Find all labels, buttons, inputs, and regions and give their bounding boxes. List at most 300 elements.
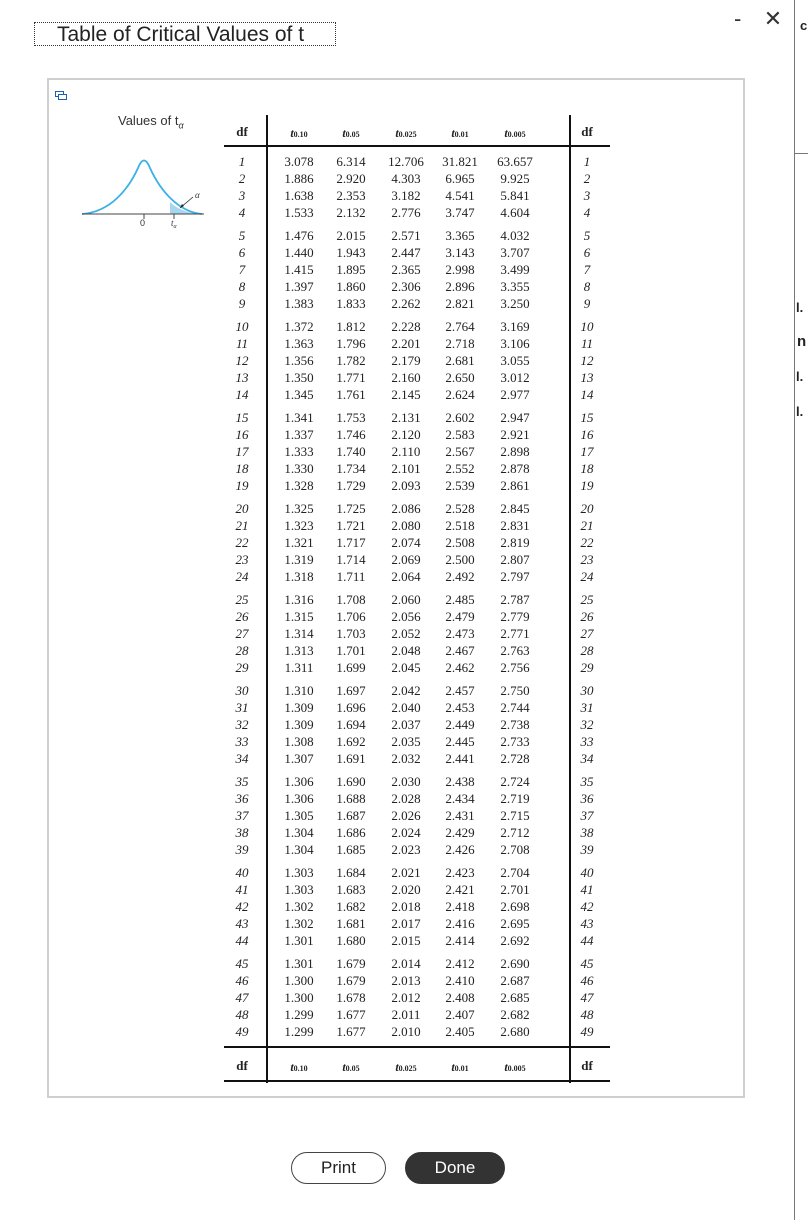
critical-value-cell: 1.313 [284,643,314,658]
critical-value-cell: 2.681 [445,353,475,368]
critical-value-cell: 1.363 [284,336,314,351]
zero-label: 0 [140,218,146,228]
critical-value-cell: 2.445 [445,734,475,749]
critical-value-cell: 3.182 [391,188,421,203]
critical-value-cell: 1.323 [284,518,314,533]
critical-value-cell: 2.017 [391,916,421,931]
critical-value-cell: 1.311 [284,660,314,675]
df-value: 24 [235,569,249,584]
table-row [224,733,610,750]
critical-value-cell: 2.724 [500,774,530,789]
df-value: 29 [235,660,249,675]
df-value-right: 4 [583,205,591,220]
critical-value-cell: 31.821 [442,154,478,169]
df-value: 31 [235,700,249,715]
critical-value-cell: 1.725 [336,501,366,516]
critical-value-cell: 2.416 [445,916,475,931]
table-row [224,955,610,972]
critical-value-cell: 2.160 [391,370,421,385]
critical-value-cell: 2.779 [500,609,530,624]
background-text-fragment: n [797,333,807,350]
table-row [224,551,610,568]
critical-value-cell: 2.021 [391,865,421,880]
critical-value-cell: 1.300 [284,973,314,988]
background-window-divider [795,153,808,154]
table-row [224,807,610,824]
critical-value-cell: 2.479 [445,609,475,624]
df-value-right: 39 [580,842,594,857]
df-value-right: 19 [580,478,594,493]
critical-value-cell: 1.684 [336,865,366,880]
table-row [224,750,610,767]
df-value-right: 21 [580,518,594,533]
critical-value-cell: 1.309 [284,717,314,732]
critical-value-cell: 2.473 [445,626,475,641]
df-value-right: 2 [583,171,591,186]
critical-value-cell: 2.624 [445,387,475,402]
critical-value-cell: 1.691 [336,751,366,766]
footer-rule [224,1046,610,1048]
critical-value-cell: 2.408 [445,990,475,1005]
column-header-top: t0.025 [395,126,417,140]
table-row [224,369,610,386]
critical-value-cell: 2.878 [500,461,530,476]
critical-value-cell: 1.771 [336,370,366,385]
df-value: 21 [235,518,249,533]
table-row [224,591,610,608]
critical-value-cell: 2.920 [336,171,366,186]
critical-value-cell: 1.314 [284,626,314,641]
df-value: 49 [235,1024,249,1039]
figure-title: Values of $t_\alpha$ [118,113,184,131]
table-row [224,790,610,807]
table-row [224,460,610,477]
critical-value-cell: 2.704 [500,865,530,880]
df-value-right: 43 [580,916,594,931]
critical-value-cell: 1.304 [284,825,314,840]
critical-value-cell: 2.750 [500,683,530,698]
df-value-right: 44 [580,933,594,948]
df-value-right: 40 [580,865,594,880]
critical-value-cell: 2.012 [391,990,421,1005]
critical-value-cell: 1.690 [336,774,366,789]
df-value: 8 [238,279,246,294]
critical-value-cell: 2.015 [391,933,421,948]
critical-value-cell: 63.657 [497,154,533,169]
critical-value-cell: 1.415 [284,262,314,277]
table-row [224,972,610,989]
critical-value-cell: 2.179 [391,353,421,368]
critical-value-cell: 1.440 [284,245,314,260]
critical-value-cell: 2.453 [445,700,475,715]
critical-value-cell: 2.018 [391,899,421,914]
critical-value-cell: 2.431 [445,808,475,823]
df-value: 11 [235,336,249,351]
table-row [224,534,610,551]
critical-value-cell: 2.101 [391,461,421,476]
df-value-right: 25 [580,592,594,607]
table-row [224,244,610,261]
critical-value-cell: 2.405 [445,1024,475,1039]
critical-value-cell: 2.365 [391,262,421,277]
table-row [224,608,610,625]
critical-value-cell: 2.131 [391,410,421,425]
df-value: 18 [235,461,249,476]
table-row [224,261,610,278]
critical-value-cell: 2.064 [391,569,421,584]
critical-value-cell: 1.680 [336,933,366,948]
critical-value-cell: 1.307 [284,751,314,766]
critical-value-cell: 2.680 [500,1024,530,1039]
critical-value-cell: 1.721 [336,518,366,533]
critical-value-cell: 1.753 [336,410,366,425]
table-row [224,426,610,443]
df-value-right: 30 [580,683,594,698]
critical-value-cell: 2.685 [500,990,530,1005]
critical-value-cell: 2.467 [445,643,475,658]
table-row [224,625,610,642]
df-value: 46 [235,973,249,988]
critical-value-cell: 1.860 [336,279,366,294]
df-value: 27 [235,626,249,641]
critical-value-cell: 1.761 [336,387,366,402]
df-value-right: 34 [580,751,594,766]
df-value: 33 [235,734,249,749]
critical-value-cell: 2.485 [445,592,475,607]
df-value: 39 [235,842,249,857]
critical-value-cell: 1.533 [284,205,314,220]
df-value: 6 [238,245,246,260]
column-header-top: t0.05 [342,126,360,140]
df-value: 20 [235,501,249,516]
critical-value-cell: 1.383 [284,296,314,311]
critical-value-cell: 2.845 [500,501,530,516]
critical-value-cell: 1.895 [336,262,366,277]
table-row [224,443,610,460]
critical-value-cell: 1.333 [284,444,314,459]
critical-value-cell: 1.303 [284,882,314,897]
df-value-right: 20 [580,501,594,516]
critical-value-cell: 1.319 [284,552,314,567]
table-row [224,500,610,517]
df-value-right: 28 [580,643,594,658]
df-value: 35 [235,774,249,789]
critical-value-cell: 2.650 [445,370,475,385]
table-row [224,187,610,204]
critical-value-cell: 2.571 [391,228,421,243]
df-value-right: 26 [580,609,594,624]
critical-value-cell: 1.796 [336,336,366,351]
critical-value-cell: 1.833 [336,296,366,311]
done-button[interactable]: Done [405,1152,505,1184]
critical-value-cell: 1.886 [284,171,314,186]
df-value-right: 35 [580,774,594,789]
critical-value-cell: 2.045 [391,660,421,675]
critical-value-cell: 1.318 [284,569,314,584]
critical-value-cell: 2.787 [500,592,530,607]
critical-value-cell: 2.429 [445,825,475,840]
critical-value-cell: 1.688 [336,791,366,806]
critical-value-cell: 1.300 [284,990,314,1005]
critical-value-cell: 2.695 [500,916,530,931]
df-value: 5 [238,228,246,243]
critical-value-cell: 2.060 [391,592,421,607]
critical-value-cell: 1.301 [284,956,314,971]
critical-value-cell: 3.747 [445,205,475,220]
critical-value-cell: 2.602 [445,410,475,425]
df-value-right: 12 [580,353,594,368]
df-value-right: 49 [580,1024,594,1039]
critical-value-cell: 2.069 [391,552,421,567]
critical-value-cell: 2.898 [500,444,530,459]
critical-value-cell: 2.552 [445,461,475,476]
critical-value-cell: 1.302 [284,916,314,931]
critical-value-cell: 2.738 [500,717,530,732]
critical-value-cell: 3.169 [500,319,530,334]
critical-value-cell: 2.410 [445,973,475,988]
critical-value-cell: 2.776 [391,205,421,220]
df-value-right: 7 [583,262,591,277]
df-value: 10 [235,319,249,334]
background-text-fragment: l. [796,404,804,419]
df-value-right: 32 [580,717,594,732]
critical-value-cell: 2.093 [391,478,421,493]
table-row [224,335,610,352]
critical-value-cell: 2.407 [445,1007,475,1022]
table-row [224,989,610,1006]
df-value-right: 3 [583,188,591,203]
df-value: 45 [235,956,249,971]
critical-value-cell: 2.728 [500,751,530,766]
df-value: 16 [235,427,249,442]
critical-value-cell: 2.449 [445,717,475,732]
df-value: 32 [235,717,249,732]
critical-value-cell: 2.438 [445,774,475,789]
critical-value-cell: 1.304 [284,842,314,857]
critical-value-cell: 3.143 [445,245,475,260]
critical-value-cell: 1.681 [336,916,366,931]
critical-value-cell: 4.032 [500,228,530,243]
critical-value-cell: 1.308 [284,734,314,749]
critical-value-cell: 9.925 [500,171,530,186]
column-header-bottom: t0.01 [451,1060,469,1074]
background-text-fragment: l. [796,369,804,384]
table-row [224,278,610,295]
critical-value-cell: 2.412 [445,956,475,971]
df-value-right: 37 [580,808,594,823]
table-row [224,716,610,733]
df-value-right: 18 [580,461,594,476]
copy-icon[interactable] [55,91,67,100]
table-row [224,386,610,403]
critical-value-cell: 2.306 [391,279,421,294]
df-value-right: 9 [583,296,591,311]
critical-value-cell: 2.020 [391,882,421,897]
table-row [224,568,610,585]
critical-value-cell: 1.299 [284,1024,314,1039]
critical-value-cell: 2.426 [445,842,475,857]
df-value-right: 23 [580,552,594,567]
critical-value-cell: 3.499 [500,262,530,277]
critical-value-cell: 2.690 [500,956,530,971]
critical-value-cell: 3.707 [500,245,530,260]
critical-value-cell: 2.807 [500,552,530,567]
critical-value-cell: 2.947 [500,410,530,425]
critical-value-cell: 2.423 [445,865,475,880]
table-row [224,517,610,534]
critical-value-cell: 2.708 [500,842,530,857]
df-value-right: 42 [580,899,594,914]
column-header-bottom: t0.005 [504,1060,526,1074]
critical-value-cell: 2.201 [391,336,421,351]
critical-value-cell: 1.701 [336,643,366,658]
critical-value-cell: 2.921 [500,427,530,442]
critical-value-cell: 1.729 [336,478,366,493]
df-value: 41 [235,882,249,897]
critical-value-cell: 2.539 [445,478,475,493]
critical-value-cell: 2.110 [391,444,421,459]
critical-value-cell: 3.106 [500,336,530,351]
df-value: 13 [235,370,249,385]
critical-value-cell: 3.012 [500,370,530,385]
critical-value-cell: 2.831 [500,518,530,533]
critical-value-cell: 2.086 [391,501,421,516]
table-row [224,352,610,369]
critical-value-cell: 2.701 [500,882,530,897]
critical-value-cell: 4.541 [445,188,475,203]
critical-value-cell: 1.337 [284,427,314,442]
critical-value-cell: 2.896 [445,279,475,294]
df-value: 1 [238,154,246,169]
minimize-button[interactable]: - [734,6,742,31]
critical-value-cell: 1.717 [336,535,366,550]
critical-value-cell: 1.686 [336,825,366,840]
df-value: 48 [235,1007,249,1022]
critical-value-cell: 4.604 [500,205,530,220]
df-value-right: 33 [580,734,594,749]
table-row [224,204,610,221]
critical-value-cell: 2.414 [445,933,475,948]
critical-value-cell: 2.080 [391,518,421,533]
critical-value-cell: 1.356 [284,353,314,368]
df-value-right: 8 [583,279,591,294]
table-row [224,318,610,335]
critical-value-cell: 2.518 [445,518,475,533]
critical-value-cell: 1.692 [336,734,366,749]
critical-value-cell: 1.302 [284,899,314,914]
critical-value-cell: 1.345 [284,387,314,402]
df-value-right: 14 [580,387,594,402]
critical-value-cell: 3.250 [500,296,530,311]
critical-value-cell: 2.040 [391,700,421,715]
critical-value-cell: 1.350 [284,370,314,385]
close-icon[interactable]: ✕ [763,6,783,31]
critical-value-cell: 2.819 [500,535,530,550]
column-header-bottom: t0.025 [395,1060,417,1074]
critical-value-cell: 2.698 [500,899,530,914]
critical-value-cell: 1.306 [284,774,314,789]
critical-value-cell: 3.055 [500,353,530,368]
column-header-top: t0.10 [290,126,308,140]
background-text-fragment: l. [796,300,804,315]
critical-value-cell: 2.687 [500,973,530,988]
critical-value-cell: 2.023 [391,842,421,857]
table-row [224,153,610,170]
critical-value-cell: 2.024 [391,825,421,840]
df-value-right: 13 [580,370,594,385]
critical-value-cell: 1.812 [336,319,366,334]
critical-value-cell: 2.500 [445,552,475,567]
table-row [224,682,610,699]
df-value-right: 16 [580,427,594,442]
critical-value-cell: 1.679 [336,956,366,971]
critical-value-cell: 12.706 [388,154,424,169]
table-row [224,898,610,915]
df-value: 36 [235,791,249,806]
df-value-right: 5 [583,228,591,243]
table-row [224,773,610,790]
critical-value-cell: 2.861 [500,478,530,493]
table-row [224,699,610,716]
critical-value-cell: 2.434 [445,791,475,806]
critical-value-cell: 2.733 [500,734,530,749]
critical-value-cell: 2.032 [391,751,421,766]
df-value-right: 31 [580,700,594,715]
critical-value-cell: 1.703 [336,626,366,641]
df-value: 47 [235,990,249,1005]
df-value: 19 [235,478,249,493]
critical-value-cell: 2.028 [391,791,421,806]
critical-value-cell: 1.696 [336,700,366,715]
table-row [224,932,610,949]
critical-value-cell: 2.763 [500,643,530,658]
critical-value-cell: 2.692 [500,933,530,948]
df-value-right: 6 [583,245,591,260]
df-value-right: 10 [580,319,594,334]
df-value-right: 48 [580,1007,594,1022]
table-row [224,881,610,898]
critical-value-cell: 2.120 [391,427,421,442]
critical-value-cell: 2.756 [500,660,530,675]
df-value: 2 [238,171,246,186]
df-value-right: 45 [580,956,594,971]
critical-value-cell: 2.712 [500,825,530,840]
critical-value-cell: 1.682 [336,899,366,914]
df-value: 15 [235,410,249,425]
df-value-right: 11 [580,336,594,351]
df-value-right: 38 [580,825,594,840]
critical-value-cell: 2.015 [336,228,366,243]
critical-value-cell: 3.365 [445,228,475,243]
critical-value-cell: 2.764 [445,319,475,334]
df-value: 14 [235,387,249,402]
critical-value-cell: 1.677 [336,1007,366,1022]
critical-value-cell: 2.744 [500,700,530,715]
column-header-bottom: t0.10 [290,1060,308,1074]
critical-value-cell: 2.821 [445,296,475,311]
critical-value-cell: 1.687 [336,808,366,823]
print-button[interactable]: Print [291,1152,386,1184]
table-row [224,659,610,676]
df-value-right: 41 [580,882,594,897]
critical-value-cell: 2.682 [500,1007,530,1022]
alpha-label: α [195,190,200,200]
critical-value-cell: 2.441 [445,751,475,766]
critical-value-cell: 2.508 [445,535,475,550]
critical-value-cell: 2.042 [391,683,421,698]
df-value: 26 [235,609,249,624]
critical-value-cell: 1.305 [284,808,314,823]
